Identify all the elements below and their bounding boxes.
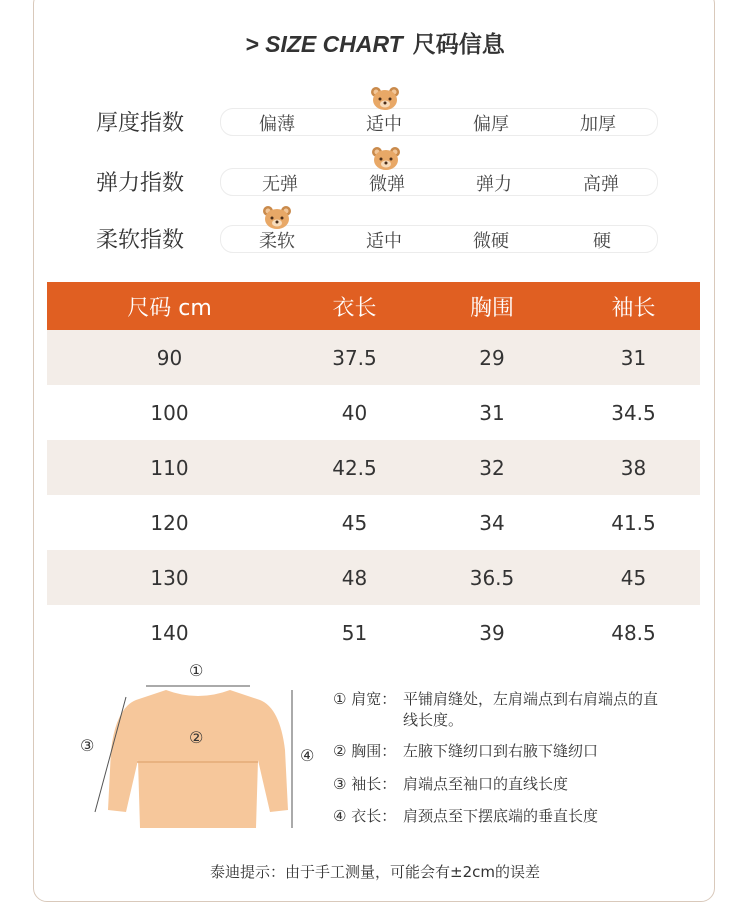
table-cell: 41.5 [611,510,656,535]
softness-index-row [0,217,750,257]
index-option: 适中 [366,231,402,252]
table-cell: 36.5 [417,550,567,605]
elasticity-index-row [0,160,750,200]
index-option: 偏厚 [473,114,509,135]
index-option: 硬 [593,231,611,252]
index-option-selected: 柔软 [259,231,295,252]
index-label: 厚度指数 [96,111,185,136]
legend-item [333,740,665,761]
title-en: > SIZE CHART [245,31,403,57]
table-cell: 140 [150,620,189,645]
table-cell: 38 [567,440,700,495]
table-cell: 120 [150,510,189,535]
diagram-marker-4: ④ [300,746,315,765]
table-cell: 130 [47,550,292,605]
garment-measure-diagram [80,660,320,840]
legend-item [333,805,665,826]
measurement-note: 泰迪提示：由于手工测量，可能会有±2cm的误差 [210,863,540,881]
diagram-marker-1: ① [189,661,204,680]
table-cell: 42.5 [292,440,417,495]
table-row [47,385,700,440]
table-cell: 34.5 [611,400,656,425]
table-row [47,440,700,495]
legend-item [333,688,665,730]
size-table [47,282,700,660]
legend-text: 平铺肩缝处，左肩端点到右肩端点的直线长度。 [403,690,659,729]
index-label: 柔软指数 [96,228,185,253]
index-option: 偏薄 [259,114,295,135]
bear-marker-icon [369,86,401,112]
table-cell: 39 [479,620,505,645]
legend-text: 肩端点至袖口的直线长度 [403,775,569,793]
header-sleeve: 袖长 [567,282,700,330]
table-cell: 45 [567,550,700,605]
thickness-index-row [0,100,750,140]
index-option: 高弹 [583,174,619,195]
table-header-row [47,282,700,330]
table-row [47,605,700,660]
table-cell: 51 [341,620,368,645]
table-cell: 48 [292,550,417,605]
table-row [47,550,700,605]
index-option-selected: 适中 [366,114,402,135]
legend-key: ③ 袖长： [333,775,397,793]
garment-shirt-icon [108,690,288,828]
table-cell: 32 [417,440,567,495]
index-option-selected: 微弹 [369,174,405,195]
table-row [47,330,700,385]
diagram-marker-3: ③ [80,736,95,755]
legend-text: 左腋下缝纫口到右腋下缝纫口 [403,742,599,760]
table-cell: 29 [417,330,567,385]
title-cn: 尺码信息 [412,32,505,58]
index-option: 弹力 [476,174,512,195]
table-cell: 31 [567,330,700,385]
table-cell: 31 [479,400,505,425]
table-row [47,495,700,550]
legend-item [333,773,665,794]
diagram-marker-2: ② [189,728,204,747]
table-cell: 100 [150,400,189,425]
index-label: 弹力指数 [96,171,185,196]
header-chest: 胸围 [417,282,567,330]
bear-marker-icon [370,146,402,172]
index-option: 微硬 [473,231,509,252]
table-cell: 37.5 [292,330,417,385]
bear-marker-icon [261,205,293,231]
legend-key: ② 胸围： [333,742,397,760]
index-option: 无弹 [262,174,298,195]
header-length: 衣长 [292,282,417,330]
legend-key: ④ 衣长： [333,807,397,825]
legend-key: ① 肩宽： [333,690,397,708]
table-cell: 45 [341,510,368,535]
legend-text: 肩颈点至下摆底端的垂直长度 [403,807,599,825]
index-option: 加厚 [580,114,616,135]
table-cell: 90 [47,330,292,385]
table-cell: 48.5 [611,620,656,645]
page-title [0,26,750,59]
table-cell: 40 [341,400,368,425]
header-size: 尺码 cm [47,282,292,330]
table-cell: 110 [47,440,292,495]
table-cell: 34 [479,510,505,535]
